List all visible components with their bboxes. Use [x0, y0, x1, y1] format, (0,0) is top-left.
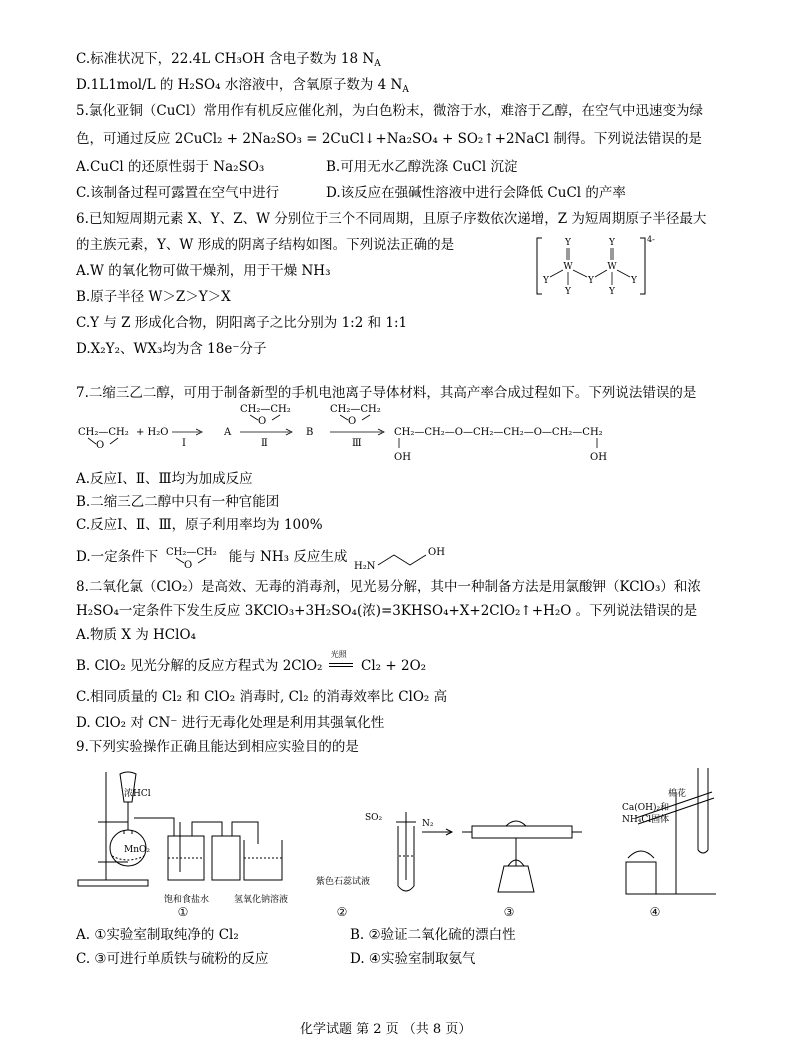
q6-stem-line2: 的主族元素，Y、W 形成的阴离子结构如图。下列说法正确的是 [76, 237, 455, 253]
q9-apparatus-figure [76, 762, 726, 922]
svg-text:CH₂—CH₂: CH₂—CH₂ [166, 547, 218, 558]
q8-option-a: A.物质 X 为 HClO₄ [76, 627, 196, 643]
q9-option-b: B. ②验证二氧化硫的漂白性 [350, 927, 516, 943]
q9-label-conc-hcl: 浓HCl [124, 789, 151, 799]
q9-label-n2: N₂ [422, 819, 434, 829]
q7-step-iii: Ⅲ [352, 438, 362, 449]
q8-stem-line2: H₂SO₄一定条件下发生反应 3KClO₃+3H₂SO₄(浓)=3KHSO₄+X+2ClO₂↑+H₂O 。下列说法错误的是 [76, 603, 698, 619]
q6-atom-y: Y [588, 276, 594, 286]
q7-epoxide: CH₂—CH₂ [330, 404, 381, 415]
svg-text:H₂N: H₂N [353, 561, 376, 572]
q7-intermediate-a: A [224, 427, 232, 438]
q6-anion-structure-figure [536, 232, 656, 300]
q7-product-oh: OH [590, 452, 607, 463]
q7-option-c: C.反应Ⅰ、Ⅱ、Ⅲ，原子利用率均为 100% [76, 517, 323, 533]
q7-epoxide: CH₂—CH₂ [240, 404, 291, 415]
q6-option-d: D.X₂Y₂、WX₃均为含 18e⁻分子 [76, 341, 267, 357]
q6-atom-y: Y [565, 238, 571, 248]
q9-stem: 9.下列实验操作正确且能达到相应实验目的的是 [76, 739, 359, 755]
q8-option-b: B. ClO₂ 见光分解的反应方程式为 2ClO₂ 光照 Cl₂ + 2O₂ [76, 656, 426, 675]
q6-anion-charge: 4- [647, 235, 655, 244]
q9-label-solid-line2: NH₄Cl固体 [622, 815, 670, 825]
q9-option-c: C. ③可进行单质铁与硫粉的反应 [76, 951, 269, 967]
q9-label-naoh: 氢氧化钠溶液 [234, 895, 289, 905]
q5-option-d: D.该反应在强碱性溶液中进行会降低 CuCl 的产率 [326, 185, 626, 201]
q9-figure-number-4: ④ [649, 905, 661, 919]
q7-epoxide-structure [162, 545, 224, 571]
q9-option-d: D. ④实验室制取氨气 [350, 951, 476, 967]
q5-option-c: C.该制备过程可露置在空气中进行 [76, 185, 280, 201]
q7-option-a: A.反应Ⅰ、Ⅱ、Ⅲ均为加成反应 [76, 471, 253, 487]
q7-option-d: D.一定条件下 CH₂—CH₂ O 能与 NH₃ 反应生成 H₂N OH [76, 543, 452, 573]
page-footer: 化学试题 第 2 页 （共 8 页） [300, 1022, 472, 1037]
q9-label-sat-nacl: 饱和食盐水 [164, 895, 210, 905]
q6-atom-y: Y [631, 276, 637, 286]
q6-atom-w: W [607, 262, 617, 272]
q6-atom-y: Y [543, 276, 549, 286]
q6-atom-w: W [563, 262, 573, 272]
q7-step-i: Ⅰ [182, 438, 186, 449]
q9-label-cotton: 棉花 [668, 789, 687, 799]
q7-epoxide-oxygen: O [348, 416, 357, 427]
q7-option-b: B.二缩三乙二醇中只有一种官能团 [76, 494, 280, 510]
q9-label-so2: SO₂ [365, 813, 383, 823]
q4-option-d: D.1L1mol/L 的 H₂SO₄ 水溶液中，含氧原子数为 4 $N_A$ [76, 77, 409, 95]
q6-atom-y: Y [565, 287, 571, 297]
q6-stem-line1: 6.已知短周期元素 X、Y、Z、W 分别位于三个不同周期，且原子序数依次递增，Z 为短周期原子半径最大 [76, 211, 707, 227]
q7-product: CH₂—CH₂—O—CH₂—CH₂—O—CH₂—CH₂ [394, 427, 603, 438]
q9-figure-number-1: ① [177, 905, 189, 919]
q7-epoxide: CH₂—CH₂ [78, 427, 129, 438]
q6-atom-y: Y [609, 287, 615, 297]
q6-option-a: A.W 的氧化物可做干燥剂，用于干燥 NH₃ [76, 263, 331, 279]
q7-ethanolamine-structure [352, 543, 452, 573]
q7-stem: 7.二缩三乙二醇，可用于制备新型的手机电池离子导体材料，其高产率合成过程如下。下列说法错误的是 [76, 385, 697, 401]
q7-intermediate-b: B [306, 427, 314, 438]
q9-label-mno2: MnO₂ [124, 845, 150, 855]
q9-option-a: A. ①实验室制取纯净的 Cl₂ [76, 927, 239, 943]
q7-step-ii: Ⅱ [261, 438, 268, 449]
q5-stem-line1: 5.氯化亚铜（CuCl）常用作有机反应催化剂，为白色粉末，微溶于水，难溶于乙醇，在空气中迅速变为绿 [76, 103, 704, 119]
q9-figure-number-2: ② [336, 905, 348, 919]
q6-atom-y: Y [609, 238, 615, 248]
q5-option-b: B.可用无水乙醇洗涤 CuCl 沉淀 [326, 159, 518, 175]
q7-epoxide-oxygen: O [96, 440, 105, 451]
svg-text:OH: OH [427, 547, 445, 558]
q7-reaction-scheme [76, 402, 716, 466]
q5-option-a: A.CuCl 的还原性弱于 Na₂SO₃ [76, 159, 265, 175]
q8-option-d: D. ClO₂ 对 CN⁻ 进行无毒化处理是利用其强氧化性 [76, 715, 385, 731]
q9-label-litmus: 紫色石蕊试液 [316, 877, 371, 887]
q6-option-b: B.原子半径 W＞Z＞Y＞X [76, 289, 231, 305]
q4-option-c: C.标准状况下，22.4L CH₃OH 含电子数为 18 $N_A$ [76, 51, 381, 69]
svg-text:O: O [184, 560, 193, 571]
q8-option-c: C.相同质量的 Cl₂ 和 ClO₂ 消毒时, Cl₂ 的消毒效率比 ClO₂ 高 [76, 689, 448, 705]
q6-option-c: C.Y 与 Z 形成化合物，阴阳离子之比分别为 1:2 和 1:1 [76, 315, 408, 331]
q5-stem-line2: 色，可通过反应 2CuCl₂ + 2Na₂SO₃ = 2CuCl↓+Na₂SO₄ + SO₂↑+2NaCl 制得。下列说法错误的是 [76, 131, 702, 147]
q7-water: + H₂O [136, 427, 169, 438]
q8-condition-light: 光照 [330, 650, 347, 659]
q9-figure-number-3: ③ [503, 905, 515, 919]
q7-product-oh: OH [394, 452, 411, 463]
q8-stem-line1: 8.二氧化氯（ClO₂）是高效、无毒的消毒剂，见光易分解，其中一种制备方法是用氯酸钾（KClO₃）和浓 [76, 579, 701, 595]
q9-label-solid-line1: Ca(OH)₂和 [622, 803, 670, 813]
q7-epoxide-oxygen: O [258, 416, 267, 427]
